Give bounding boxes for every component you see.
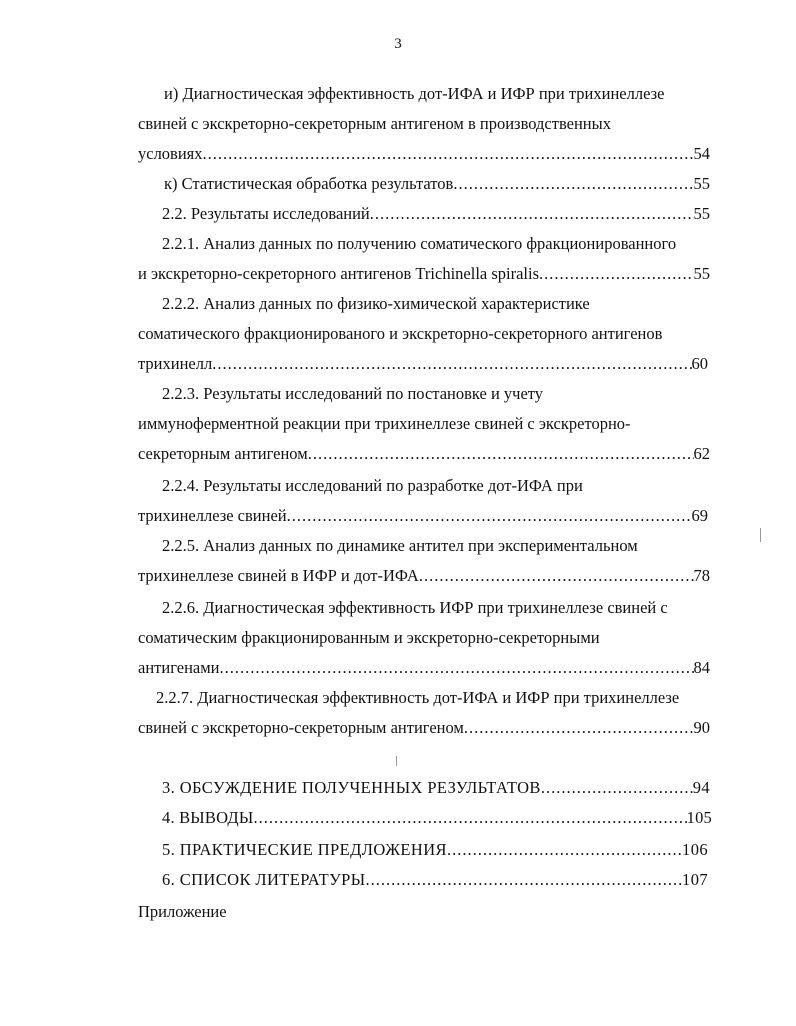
toc-line: свиней с экскреторно-секреторным антигеном в производственных: [138, 114, 611, 133]
toc-page-number: 90: [693, 718, 710, 737]
toc-page-number: 60: [691, 354, 708, 373]
toc-entry-2-2-7[interactable]: [138, 718, 710, 738]
toc-entry-2-2-1[interactable]: [138, 264, 710, 284]
appendix-label: Приложение: [138, 902, 227, 921]
leader-dots: [541, 778, 693, 798]
leader-dots: [287, 506, 692, 526]
toc-page-number: 55: [693, 204, 710, 223]
toc-entry-title: трихинеллезе свиней: [138, 506, 287, 525]
leader-dots: [308, 444, 694, 464]
toc-entry-3[interactable]: [162, 778, 710, 798]
toc-entry-2-2-5[interactable]: [138, 566, 710, 586]
toc-entry-5[interactable]: [162, 840, 708, 860]
toc-entry-title: и экскреторно-секреторного антигенов Trichinella spiralis: [138, 264, 540, 283]
toc-entry-title: секреторным антигеном: [138, 444, 308, 463]
toc-page-number: 55: [693, 174, 710, 193]
toc-entry-i[interactable]: [138, 144, 710, 164]
toc-entry-2-2-2[interactable]: [138, 354, 708, 374]
toc-entry-title: к) Статистическая обработка результатов: [164, 174, 454, 193]
leader-dots: [203, 144, 694, 164]
leader-dots: [212, 354, 691, 374]
toc-line: 2.2.3. Результаты исследований по постановке и учету: [162, 384, 544, 403]
toc-line: 2.2.4. Результаты исследований по разработке дот-ИФА при: [162, 476, 583, 495]
leader-dots: [453, 174, 693, 194]
toc-page-number: 54: [693, 144, 710, 163]
scan-mark: [396, 756, 397, 766]
leader-dots: [447, 840, 682, 860]
toc-entry-title: трихинелл: [138, 354, 213, 373]
toc-line: соматическим фракционированным и экскреторно-секреторными: [138, 628, 600, 647]
leader-dots: [464, 718, 694, 738]
toc-page-number: 78: [693, 566, 710, 585]
toc-page-number: 105: [686, 808, 712, 827]
toc-entry-title: 6. СПИСОК ЛИТЕРАТУРЫ: [162, 870, 366, 889]
toc-entry-2-2-6[interactable]: [138, 658, 710, 678]
toc-entry-title: 5. ПРАКТИЧЕСКИЕ ПРЕДЛОЖЕНИЯ: [162, 840, 447, 859]
toc-page-number: 107: [682, 870, 708, 889]
toc-entry-2-2-4[interactable]: [138, 506, 708, 526]
toc-entry-k[interactable]: [164, 174, 710, 194]
toc-line: 2.2.1. Анализ данных по получению соматического фракционированного: [162, 234, 677, 253]
toc-entry-2-2[interactable]: [162, 204, 710, 224]
toc-entry-title: 2.2. Результаты исследований: [162, 204, 370, 223]
toc-line: 2.2.2. Анализ данных по физико-химической характеристике: [162, 294, 590, 313]
toc-page-number: 84: [693, 658, 710, 677]
toc-line: 2.2.5. Анализ данных по динамике антител при экспериментальном: [162, 536, 638, 555]
toc-entry-title: свиней с экскреторно-секреторным антигеном: [138, 718, 464, 737]
toc-entry-title: 3. ОБСУЖДЕНИЕ ПОЛУЧЕННЫХ РЕЗУЛЬТАТОВ: [162, 778, 541, 797]
toc-entry-title: условиях: [138, 144, 203, 163]
leader-dots: [419, 566, 694, 586]
scan-mark: [760, 528, 761, 542]
toc-line: и) Диагностическая эффективность дот-ИФА и ИФР при трихинеллезе: [164, 84, 665, 103]
toc-page-number: 94: [692, 778, 710, 797]
toc-line: соматического фракционированого и экскреторно-секреторного антигенов: [138, 324, 663, 343]
leader-dots: [539, 264, 693, 284]
toc-line: 2.2.6. Диагностическая эффективность ИФР при трихинеллезе свиней с: [162, 598, 668, 617]
leader-dots: [253, 808, 686, 828]
toc-entry-title: антигенами: [138, 658, 220, 677]
leader-dots: [366, 870, 683, 890]
toc-page-number: 69: [691, 506, 708, 525]
toc-line: иммуноферментной реакции при трихинеллезе свиней с экскреторно-: [138, 414, 631, 433]
toc-entry-title: 4. ВЫВОДЫ: [162, 808, 254, 827]
toc-line: 2.2.7. Диагностическая эффективность дот-ИФА и ИФР при трихинеллезе: [156, 688, 680, 707]
leader-dots: [220, 658, 694, 678]
toc-entry-4[interactable]: [162, 808, 712, 828]
toc-page-number: 62: [693, 444, 710, 463]
toc-page-number: 55: [693, 264, 710, 283]
toc-page-number: 106: [682, 840, 708, 859]
toc-entry-title: трихинеллезе свиней в ИФР и дот-ИФА: [138, 566, 419, 585]
page-number: 3: [394, 36, 402, 52]
toc-entry-6[interactable]: [162, 870, 708, 890]
leader-dots: [370, 204, 694, 224]
toc-entry-2-2-3[interactable]: [138, 444, 710, 464]
